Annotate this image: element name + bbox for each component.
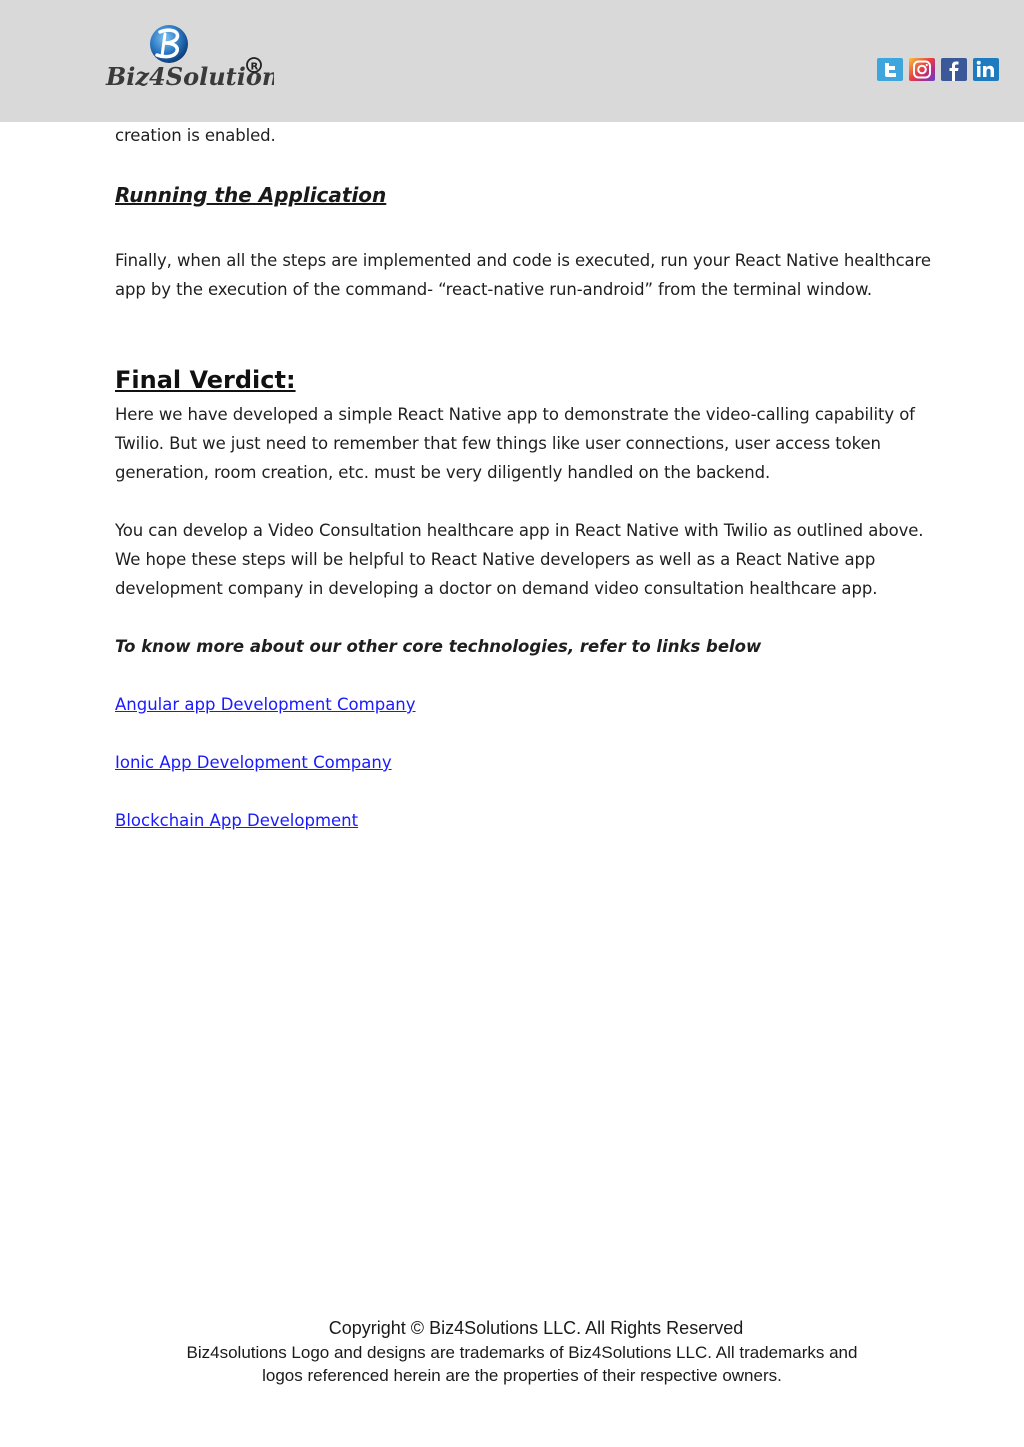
- link-blockchain-app-development[interactable]: Blockchain App Development: [115, 811, 359, 830]
- svg-text:R: R: [250, 61, 259, 73]
- trademark-text: logos referenced herein are the properties of their respective owners.: [262, 1366, 782, 1385]
- biz4solutions-logo[interactable]: [104, 22, 274, 94]
- facebook-icon[interactable]: [941, 58, 967, 81]
- verdict-paragraph: Here we have developed a simple React Native app to demonstrate the video-calling capability of Twilio. But we just need to remember that few things like user connections, user access token generation, room creation, etc. must be very diligently handled on the backend.: [115, 405, 915, 482]
- page-footer: [0, 1316, 1024, 1387]
- trademark-text: Biz4solutions Logo and designs are trademarks of Biz4Solutions LLC. All trademarks and: [186, 1343, 858, 1362]
- verdict-paragraph: You can develop a Video Consultation healthcare app in React Native with Twilio as outlined above. We hope these steps will be helpful to React Native developers as well as a React Native app development company in developing a doctor on demand video consultation healthcare app.: [115, 521, 924, 598]
- social-links: [877, 58, 999, 81]
- instagram-icon[interactable]: [909, 58, 935, 81]
- page-header: [0, 0, 1024, 122]
- section-heading: Running the Application: [115, 183, 387, 207]
- verdict-heading: Final Verdict:: [115, 366, 296, 394]
- link-ionic-app-development[interactable]: Ionic App Development Company: [115, 753, 392, 772]
- twitter-icon[interactable]: [877, 58, 903, 81]
- links-intro: To know more about our other core technologies, refer to links below: [115, 637, 762, 656]
- linkedin-icon[interactable]: [973, 58, 999, 81]
- section-paragraph: Finally, when all the steps are implemented and code is executed, run your React Native healthcare app by the execution of the command- “react-native run-android” from the terminal window.: [115, 251, 931, 299]
- link-angular-app-development[interactable]: Angular app Development Company: [115, 695, 416, 714]
- intro-tail-text: creation is enabled.: [115, 126, 276, 145]
- logo-wordmark: Biz4Solutio: [106, 62, 262, 91]
- copyright-text: Copyright © Biz4Solutions LLC. All Rights Reserved: [328, 1318, 744, 1338]
